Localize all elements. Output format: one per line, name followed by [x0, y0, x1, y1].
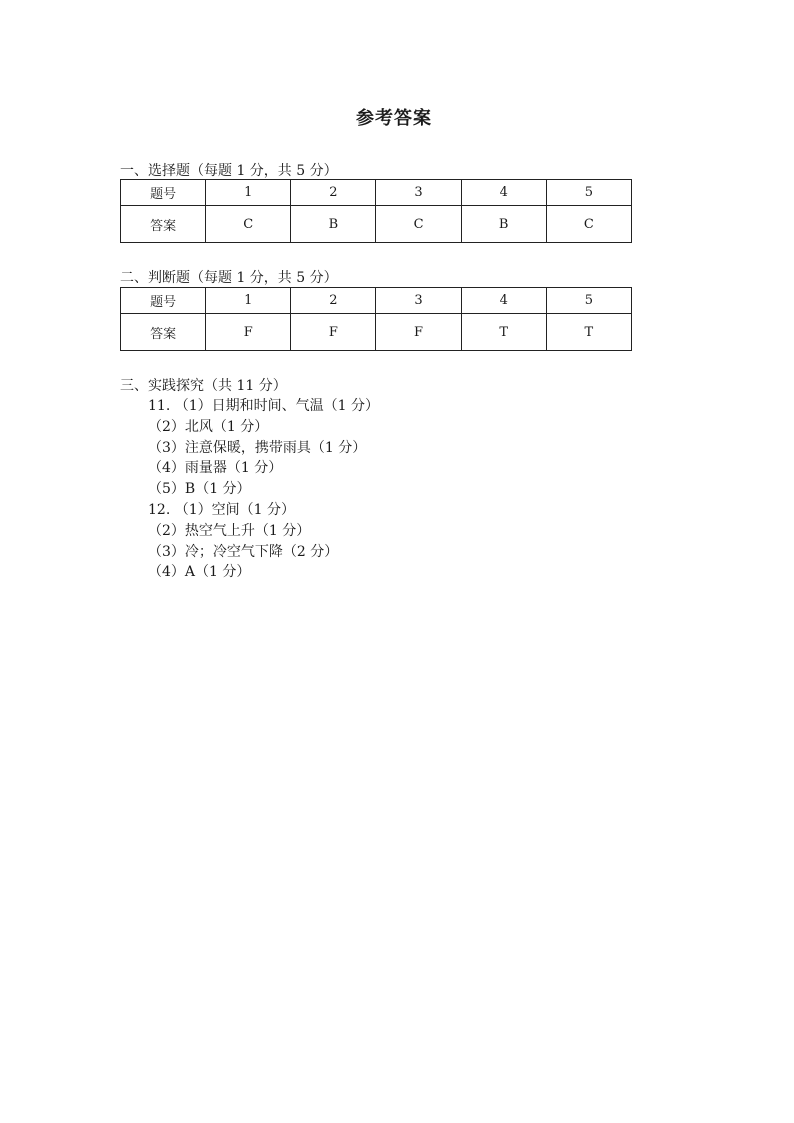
answer-cell: C: [376, 206, 461, 243]
table-row: [121, 180, 632, 206]
multiple-choice-answer-table: [120, 179, 632, 243]
row-label-answer: 答案: [121, 206, 206, 243]
answer-cell: T: [546, 314, 631, 351]
section-heading-multiple-choice: 一、选择题（每题 1 分，共 5 分）: [120, 163, 338, 179]
true-false-answer-table: [120, 287, 632, 351]
row-label-question-number: 题号: [121, 288, 206, 314]
list-item: （2）北风（1 分）: [148, 418, 269, 435]
answer-cell: B: [291, 206, 376, 243]
table-row: [121, 288, 632, 314]
list-item: （3）冷；冷空气下降（2 分）: [148, 543, 339, 560]
practice-answer-list: [148, 396, 379, 583]
list-item: （4）A（1 分）: [148, 564, 251, 581]
question-number-cell: 3: [376, 288, 461, 314]
list-item: 11. （1）日期和时间、气温（1 分）: [148, 398, 379, 414]
question-number-cell: 3: [376, 180, 461, 206]
section-heading-true-false: 二、判断题（每题 1 分，共 5 分）: [120, 270, 338, 286]
section-heading-practice-inquiry: 三、实践探究（共 11 分）: [120, 378, 287, 394]
page-title: 参考答案: [356, 108, 432, 129]
answer-cell: T: [461, 314, 546, 351]
list-item: （2）热空气上升（1 分）: [148, 522, 311, 539]
question-number-cell: 4: [461, 288, 546, 314]
question-number-cell: 5: [546, 288, 631, 314]
list-item: 12. （1）空间（1 分）: [148, 501, 295, 518]
table-row: [121, 314, 632, 351]
answer-cell: C: [206, 206, 291, 243]
answer-cell: F: [376, 314, 461, 351]
question-number-cell: 1: [206, 288, 291, 314]
answer-cell: B: [461, 206, 546, 243]
list-item: （3）注意保暖，携带雨具（1 分）: [148, 439, 367, 456]
list-item: （4）雨量器（1 分）: [148, 460, 283, 477]
question-number-cell: 1: [206, 180, 291, 206]
list-item: （5）B（1 分）: [148, 481, 251, 498]
question-number-cell: 4: [461, 180, 546, 206]
question-number-cell: 2: [291, 180, 376, 206]
answer-cell: F: [206, 314, 291, 351]
row-label-question-number: 题号: [121, 180, 206, 206]
table-row: [121, 206, 632, 243]
answer-cell: C: [546, 206, 631, 243]
question-number-cell: 2: [291, 288, 376, 314]
row-label-answer: 答案: [121, 314, 206, 351]
answer-cell: F: [291, 314, 376, 351]
question-number-cell: 5: [546, 180, 631, 206]
